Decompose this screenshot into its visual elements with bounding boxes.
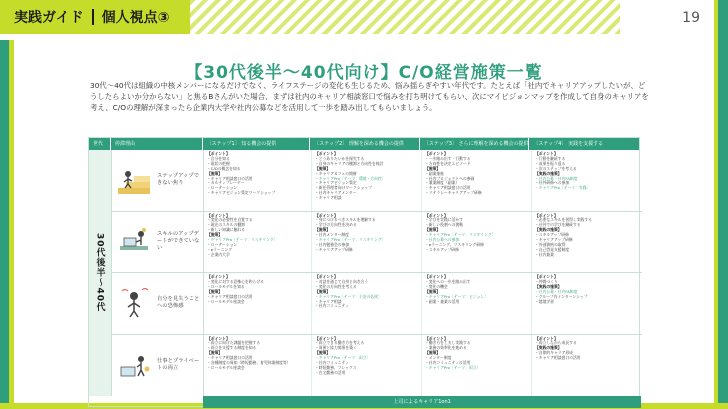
cell-line: ・キャリアPro〔テーマ：環境・方向性〕 [315,175,386,181]
cell-line: ・働き方を工夫し実践する [425,340,471,346]
measures-table [88,137,640,407]
cell-line: 【ポイント】 [207,212,230,218]
cell-line: ・社内メンター制度 [315,232,350,238]
cell-line: ・ロールモデル座談会 [207,364,245,370]
page-number: 19 [682,10,700,26]
cell-line: ・スキルアップ研修 [425,246,459,252]
cell-line: ・キャリア相談窓口の活用 [207,175,253,181]
cell-line: ・キャリアカフェの開催 [315,170,357,176]
cell-line: ・カルティプレーヤー [207,180,245,186]
cell-line: ・行動を継続する [535,155,566,161]
cell-line: 【ポイント】 [207,151,230,156]
table-row [112,212,642,274]
cell-line: 【施策】 [315,350,331,356]
cell-line: ・キャリアPro〔テーマ：実践〕 [535,185,591,191]
cell-line: ・社内コミュニティ [315,360,349,366]
step-cell [312,150,422,211]
cell-line: ・ロールモデルを知る [207,283,245,289]
stagnation-reason-label: 仕事とプライベートの両立 [157,358,200,372]
cell-line: ・自身のキャリアの棚卸と方向性を検討 [315,160,384,166]
generation-label: 30代後半〜40代 [89,150,112,396]
table-row [112,150,642,212]
cell-line: 【ポイント】 [535,212,558,218]
cell-line: ・次のステップを考える [535,165,577,171]
step-cell [204,212,312,273]
cell-line: 【ポイント】 [315,212,338,218]
cell-line: ・キャリア相談窓口の活用 [425,185,471,191]
step-cell [532,212,642,273]
cell-line: ・どうありたいかを探究する [315,155,365,161]
column-header: 世代 [89,138,111,150]
column-header: 〔ステップ2〕 理解を深める機会の提供 [310,138,420,150]
cell-line: 【ポイント】 [207,335,230,341]
cell-line: ・学びの方向性を決める [315,222,357,228]
section-tag [0,0,190,34]
step-cell [204,335,312,397]
cell-line: ・業務の効率化を進める [425,345,467,351]
cell-line: ・現状の把握 [207,160,230,166]
cell-line: ・社内コミュニティの活用 [425,360,471,366]
page-title: 【30代後半〜40代向け】C/O経営施策一覧 [185,63,543,83]
cell-line: ・新任管理者向けワークショップ [315,185,372,191]
cell-line: ・ロールモデル座談会 [207,298,245,304]
cell-line: 【施策】 [425,350,441,356]
cell-line: ・成果を振り返る [535,160,566,166]
cell-line: ・兼業制度（副業） [425,180,460,186]
stagnation-reason-label: スキルのアップデートができていない [157,231,200,252]
cell-line: ・キャリアPro〔テーマ：ビジョン〕 [425,293,488,299]
cell-line: ・学びを実践に活かす [425,217,463,223]
stagnation-reason-label: ステップアップできない焦り [157,173,200,187]
step-cell [532,273,642,334]
header-pattern [190,0,620,34]
table-header [89,138,639,150]
step-cell [422,335,532,397]
cell-line: 【施策】 [425,288,441,294]
cell-line: 【施策】 [207,232,223,238]
cell-line: ・キャリアアップ研修 [315,246,353,252]
cell-line: ・変化への一歩を踏み出す [425,278,471,284]
cell-line: 【ポイント】 [315,335,338,341]
cell-line: ・一歩踏み出す・行動する [425,155,471,161]
cell-line: ・時短勤務、フレックス [315,364,357,370]
cell-line: ・自己啓発支援制度 [535,246,570,252]
cell-line: ・社内キャリアメンター [315,190,357,196]
cell-line: ・キャリア相談窓口の活用 [207,355,253,361]
step-cell [422,273,532,334]
cell-line: ・キャリアPro〔テーマ：リスキリング〕 [425,232,496,238]
cell-line: 【施策】 [425,165,441,171]
cell-line: ・キャリア相談窓口の活用 [535,355,581,361]
cell-line: 【施策】 [315,227,331,233]
step-cell [422,212,532,273]
cell-line: 【実践の施策】 [535,283,562,289]
step-cell [204,273,312,334]
cell-line: ・キャリアPro〔テーマ：両立〕 [425,364,481,370]
cell-line: ・社内コミュニティ [315,303,349,309]
divider [92,9,94,25]
stagnation-reason-label: 自分を見失うことへの恐怖感 [157,296,200,310]
cell-line: ・副業・兼業の活用 [425,298,460,304]
cell-line: ・キャリアPro〔テーマ：不安の払拭〕 [315,293,382,299]
cell-line: 【ポイント】 [425,335,448,341]
table-row [112,335,642,397]
cell-line: ・変化に対する恐怖心を和らげる [207,278,264,284]
cell-line: ・方向性を決定エピソード [425,160,471,166]
cell-line: ・社外での学びを継続する [535,222,581,228]
cell-line: ・eラーニング、リスキリング研修 [425,241,484,247]
cell-line: ・変化の必要性を自覚する [207,217,253,223]
cell-line: ・キャリアPro〔テーマ：リスキリング〕 [315,237,386,243]
cell-line: ・リテラシーキャリアアップ研修 [425,190,482,196]
cell-line: ・社内兼業 [535,251,554,257]
cell-line: ・ローテーション [207,241,238,247]
column-header: 〔ステップ3〕 さらに理解を深める機会の提供 [420,138,530,150]
cell-line: ・キャリアアップ研修 [535,237,573,243]
cell-line: 【実践の施策】 [535,227,562,233]
cell-line: ・変化の機会 [425,283,448,289]
table-row [112,273,642,335]
cell-line: ・在宅勤務の活用 [315,369,346,375]
cell-line: 【ポイント】 [207,274,230,279]
cell-line: ・C/Oの概念を知る [207,165,241,171]
cell-line: ・企業内大学 [207,251,230,257]
cell-line: ・両立しながら成長する [535,340,577,346]
cell-line: ・新しい役割への挑戦 [425,222,463,228]
cell-line: ・新しい知識に触れる [207,227,245,233]
cell-line: ・越境学習 [535,298,554,304]
cell-line: 【施策】 [207,170,223,176]
lead-paragraph: 30代〜40代は組織の中核メンバーになるだけでなく、ライフステージの変化も生じるため、悩み揺らぎやすい年代です。たとえば「社内でキャリアアップしたいが、どうしたらよいか分からない」と焦るBさんがいた場合、まずは社内のキャリア相談窓口で悩みを打ち明けてもらい、次にマイビジョンマップを作成して自身のキャリアを考え、C/Oの理解が深まったら企業内大学や社内公募などを活用して一歩を踏み出してもらいましょう。 [90,81,649,112]
step-cell [532,150,642,211]
cell-line: ・両立できる働き方を考える [315,340,365,346]
table-footer: 上司によるキャリア1on1 [203,396,641,408]
balance-person-icon [115,345,153,385]
step-cell [312,212,422,273]
step-cell [532,335,642,397]
cell-line: ・現在のスキルの棚卸 [207,222,245,228]
cell-line: 【実践の施策】 [535,345,562,351]
cell-line: ・キャリア相談 [315,195,342,201]
cell-line: 【実践の施策】 [535,170,562,176]
cell-line: 【ポイント】 [315,274,338,279]
worried-person-icon [115,283,153,323]
stagnation-reason [112,212,204,273]
column-header: 〔ステップ1〕 知る機会の提供 [203,138,311,150]
cell-line: 【施策】 [207,288,223,294]
cell-line: ・キャリア相談 [315,298,342,304]
cell-line: ・社内プロジェクトへの参画 [425,175,475,181]
cell-line: ・対話を通じて自身と向き合う [315,278,369,284]
stairs-person-icon [115,160,153,200]
cell-line: 【ポイント】 [425,212,448,218]
stagnation-reason [112,335,204,397]
cell-line: ・社内公募・社内FA制度 [535,288,578,294]
cell-line: ・キャリア相談窓口の活用 [207,293,253,299]
step-cell [312,335,422,397]
cell-line: ・メンター制度 [425,355,452,361]
cell-line: ・両立に向けた課題を把握する [207,340,261,346]
cell-line: ・社外研修への参加 [535,180,570,186]
cell-line: 【ポイント】 [535,151,558,156]
cell-line: ・キャリアPro〔テーマ：リスキリング〕 [207,237,278,243]
border-stripe [0,40,9,409]
cell-line: ・両立を支援する制度を知る [207,345,257,351]
cell-line: ・eラーニング [207,246,233,252]
border-stripe [9,40,14,409]
cell-line: ・身につけるべきスキルを理解する [315,217,376,223]
cell-line: ・仲間づくり [535,278,558,284]
cell-line: ・社内公募・社内FA制度 [535,175,578,181]
cell-line: 【施策】 [425,227,441,233]
section-label: 実践ガイド [14,10,84,26]
study-person-icon [115,222,153,262]
cell-line: ・グループ内インターンシップ [535,293,588,299]
cell-line: 【ポイント】 [535,274,558,279]
stagnation-reason [112,150,204,211]
cell-line: ・自律的キャリア形成 [535,350,573,356]
cell-line: ・キャリアビジョン策定ワークショップ [207,190,276,196]
cell-line: 【施策】 [315,288,331,294]
cell-line: ・変化の方向性を考える [315,283,357,289]
cell-line: ・キャリアビジョン策定 [315,180,357,186]
step-cell [312,273,422,334]
cell-line: ・外部資格の取得 [535,241,566,247]
column-header: 停滞理由 [111,138,203,150]
cell-line: 【ポイント】 [425,274,448,279]
cell-line: ・ローテーション [207,185,238,191]
cell-line: ・社内公募への参加 [425,237,460,243]
cell-line: ・社内勉強会の参加 [315,241,350,247]
cell-line: 【施策】 [207,350,223,356]
cell-line: ・キャリアPro〔テーマ：両立〕 [315,355,371,361]
step-cell [204,150,312,211]
cell-line: 【ポイント】 [315,151,338,156]
cell-line: 【施策】 [315,165,331,171]
column-header: 〔ステップ4〕 実践を支援する [533,141,604,147]
cell-line: ・副業推進 [425,170,444,176]
cell-line: ・スキルアップ研修 [535,232,569,238]
cell-line: ・自分を知る [207,155,230,161]
cell-line: 【ポイント】 [535,335,558,341]
subsection-label: 個人視点③ [101,10,170,26]
cell-line: 【ポイント】 [425,151,448,156]
step-cell [422,150,532,211]
cell-line: ・周囲と協力関係を築く [315,345,357,351]
cell-line: ・各種制度の周知（時短勤務、育児休業制度等） [207,360,291,366]
stagnation-reason [112,273,204,334]
cell-line: ・必要なスキルを習得し実践する [535,217,592,223]
